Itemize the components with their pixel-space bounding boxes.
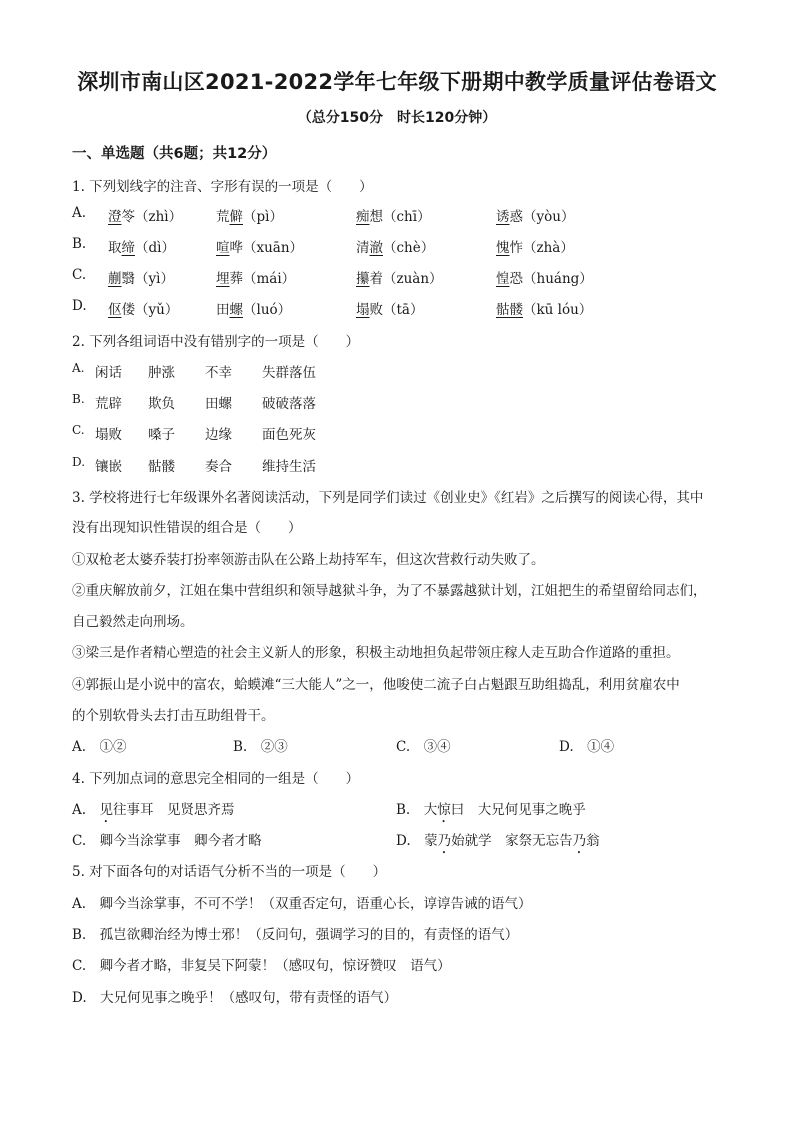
word-item: 欺负 — [148, 396, 175, 412]
question-4-option — [72, 798, 235, 826]
question-5-option-d: D. 大兄何见事之晚乎！（感叹句，带有责怪的语气） — [72, 990, 398, 1006]
question-4-option — [396, 829, 600, 857]
option-letter: A. — [72, 361, 85, 375]
pinyin-item: 塌败（tā） — [356, 302, 424, 318]
dotted-character: 惊 — [437, 802, 451, 818]
option-letter: D. — [72, 298, 87, 314]
question-5-stem: 5. 对下面各句的对话语气分析不当的一项是（ ） — [72, 864, 387, 880]
word-item: 失群落伍 — [262, 365, 316, 381]
underlined-character: 愧 — [496, 240, 510, 256]
section-heading: 一、单选题（共6题；共12分） — [72, 146, 277, 162]
word-item: 田螺 — [205, 396, 232, 412]
underlined-character: 惶 — [496, 271, 510, 287]
option-text: 大 — [423, 802, 438, 818]
page-title: 深圳市南山区2021-2022学年七年级下册期中教学质量评估卷语文 — [77, 70, 717, 94]
pinyin-item: 田螺（luó） — [216, 302, 292, 318]
dotted-character: 乃 — [572, 833, 587, 849]
question-5-option-b: B. 孤岂欲卿治经为博士邪！（反问句，强调学习的目的，有责怪的语气） — [72, 927, 519, 943]
underlined-character: 痴 — [356, 209, 370, 225]
option-text: 始就学 家祭无忘告 — [451, 833, 573, 849]
option-letter: B. — [72, 392, 85, 406]
underlined-character: 喧 — [216, 240, 230, 256]
underlined-character: 蒯 — [108, 271, 122, 287]
option-text: 卿今当涂掌事 卿今者才略 — [99, 833, 262, 849]
question-3-option-a: A. ①② — [72, 739, 127, 755]
option-text: 蒙 — [424, 833, 438, 849]
word-item: 破破落落 — [262, 396, 316, 412]
option-letter: D. — [72, 455, 86, 469]
pinyin-item: 伛偻（yǔ） — [108, 302, 179, 318]
option-letter: C. — [72, 267, 87, 283]
option-letter: A. — [72, 205, 87, 221]
option-text: 翁 — [586, 833, 600, 849]
option-letter: C. — [72, 833, 100, 849]
underlined-character: 伛 — [108, 302, 122, 318]
question-4-option — [72, 829, 262, 849]
word-item: 奏合 — [205, 459, 232, 475]
pinyin-item: 清澈（chè） — [356, 240, 435, 256]
underlined-character: 塌 — [356, 302, 370, 318]
pinyin-item: 荒僻（pì） — [216, 209, 283, 225]
pinyin-item: 愧怍（zhà） — [496, 240, 574, 256]
underlined-character: 骷髅 — [496, 302, 523, 318]
question-3-statement-2a: ②重庆解放前夕，江姐在集中营组织和领导越狱斗争，为了不暴露越狱计划，江姐把生的希望留给同志们， — [72, 583, 707, 599]
word-item: 面色死灰 — [262, 427, 316, 443]
question-3-statement-4b: 的个别软骨头去打击互助组骨干。 — [72, 708, 275, 724]
question-3-stem-line1: 3. 学校将进行七年级课外名著阅读活动，下列是同学们读过《创业史》《红岩》之后撰写的阅读心得，其中 — [72, 490, 704, 506]
word-item: 肿涨 — [148, 365, 175, 381]
option-letter: A. — [72, 802, 100, 818]
question-4-stem: 4. 下列加点词的意思完全相同的一组是（ ） — [72, 771, 360, 787]
question-3-statement-2b: 自己毅然走向刑场。 — [72, 614, 194, 630]
question-4-option — [396, 798, 586, 826]
option-text: 往事耳 见 — [113, 802, 181, 818]
pinyin-item: 诱惑（yòu） — [496, 209, 575, 225]
underlined-character: 澈 — [369, 240, 383, 256]
underlined-character: 攥 — [356, 271, 370, 287]
word-item: 闲话 — [95, 365, 122, 381]
word-item: 嗓子 — [148, 427, 175, 443]
option-letter: C. — [72, 423, 85, 437]
question-3-statement-1: ①双枪老太婆乔装打扮率领游击队在公路上劫持军车，但这次营救行动失败了。 — [72, 552, 545, 568]
word-item: 镶嵌 — [95, 459, 122, 475]
dotted-character: 见 — [99, 802, 114, 818]
pinyin-item: 喧哗（xuān） — [216, 240, 304, 256]
pinyin-item: 埋葬（mái） — [216, 271, 296, 287]
pinyin-item: 攥着（zuàn） — [356, 271, 443, 287]
option-letter: B. — [396, 802, 424, 818]
question-5-option-c: C. 卿今者才略，非复吴下阿蒙！（感叹句，惊讶赞叹 语气） — [72, 958, 451, 974]
pinyin-item: 痴想（chī） — [356, 209, 431, 225]
pinyin-item: 惶恐（huáng） — [496, 271, 593, 287]
question-3-statement-3: ③梁三是作者精心塑造的社会主义新人的形象，积极主动地担负起带领庄稼人走互助合作道路的重担。 — [72, 645, 680, 661]
word-item: 边缘 — [205, 427, 232, 443]
pinyin-item: 取缔（dì） — [108, 240, 175, 256]
underlined-character: 缔 — [121, 240, 135, 256]
question-3-option-b: B. ②③ — [233, 739, 288, 755]
dotted-character: 乃 — [437, 833, 452, 849]
word-item: 不幸 — [205, 365, 232, 381]
question-3-option-d: D. ①④ — [559, 739, 615, 755]
option-text: 曰 大兄何见事之晚乎 — [450, 802, 586, 818]
question-3-option-c: C. ③④ — [396, 739, 451, 755]
word-item: 荒辟 — [95, 396, 122, 412]
question-2-stem: 2. 下列各组词语中没有错别字的一项是（ ） — [72, 334, 360, 350]
underlined-character: 澄 — [108, 209, 122, 225]
question-1-stem: 1. 下列划线字的注音、字形有误的一项是（ ） — [72, 179, 373, 195]
option-text: 贤思齐焉 — [180, 802, 235, 818]
option-letter: D. — [396, 833, 425, 849]
question-5-option-a: A. 卿今当涂掌事，不可不学！（双重否定句，语重心长，谆谆告诫的语气） — [72, 896, 532, 912]
underlined-character: 僻 — [229, 209, 243, 225]
question-3-statement-4a: ④郭振山是小说中的富农，蛤蟆滩“三大能人”之一，他唆使二流子白占魁跟互助组捣乱，利用贫雇农中 — [72, 677, 680, 693]
option-letter: B. — [72, 236, 87, 252]
question-3-stem-line2: 没有出现知识性错误的组合是（ ） — [72, 520, 302, 536]
pinyin-item: 澄笭（zhì） — [108, 209, 183, 225]
word-item: 骷髅 — [148, 459, 175, 475]
word-item: 塌败 — [95, 427, 122, 443]
pinyin-item: 蒯翳（yì） — [108, 271, 174, 287]
underlined-character: 诱 — [496, 209, 510, 225]
underlined-character: 螺 — [229, 302, 243, 318]
underlined-character: 埋 — [216, 271, 230, 287]
pinyin-item: 骷髅（kū lóu） — [496, 302, 593, 318]
word-item: 维持生活 — [262, 459, 316, 475]
page-subtitle: （总分150分 时长120分钟） — [297, 110, 497, 126]
